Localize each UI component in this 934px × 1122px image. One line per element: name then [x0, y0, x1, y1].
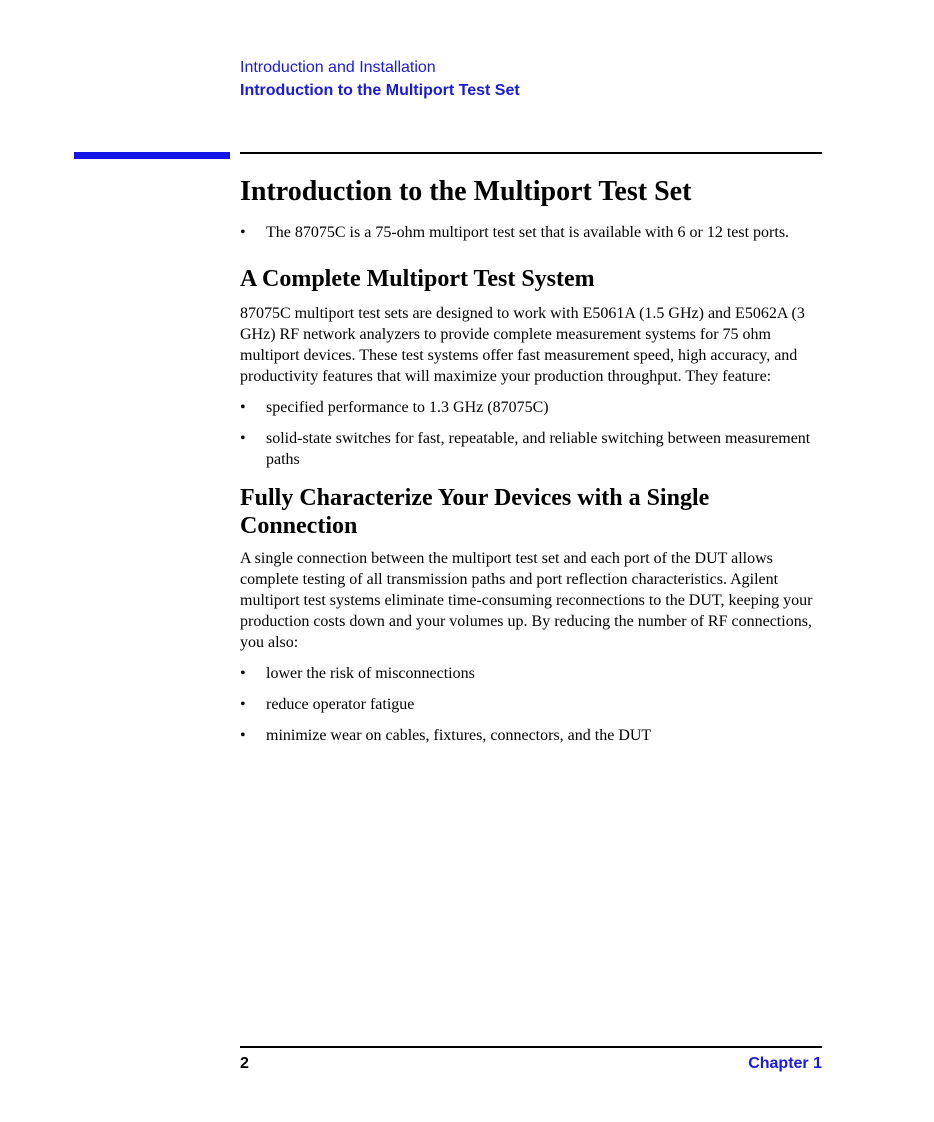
page-title: Introduction to the Multiport Test Set	[240, 176, 692, 207]
page-number: 2	[240, 1055, 249, 1072]
list-item-text: The 87075C is a 75-ohm multiport test set that is available with 6 or 12 test ports.	[266, 224, 790, 241]
list-item	[240, 725, 822, 746]
bullet-icon: •	[240, 696, 246, 713]
system-heading: A Complete Multiport Test System	[240, 266, 595, 292]
accent-bar	[74, 152, 230, 159]
bullet-icon: •	[240, 399, 246, 416]
system-section	[240, 265, 822, 470]
list-item-text: specified performance to 1.3 GHz (87075C)	[266, 399, 549, 416]
connection-heading-line2: Connection	[240, 513, 358, 539]
header-section-title: Introduction to the Multiport Test Set	[240, 82, 520, 99]
bullet-icon: •	[240, 727, 246, 744]
intro-section	[240, 172, 822, 243]
list-item	[240, 222, 822, 243]
connection-heading-line1: Fully Characterize Your Devices with a Single	[240, 485, 710, 511]
list-item-text: minimize wear on cables, fixtures, connectors, and the DUT	[266, 727, 652, 744]
connection-bullet-list	[240, 663, 822, 746]
header-chapter-title: Introduction and Installation	[240, 59, 436, 76]
list-item	[240, 663, 822, 684]
connection-heading	[240, 484, 822, 540]
top-rule	[240, 152, 822, 154]
footer-rule	[240, 1046, 822, 1048]
running-header	[240, 58, 520, 104]
intro-bullet-list	[240, 222, 822, 243]
system-paragraph: 87075C multiport test sets are designed to work with E5061A (1.5 GHz) and E5062A (3 GHz) RF network analyzers to provide complete measurement systems for 75 ohm multiport devices. These test systems offer fast measurement speed, high accuracy, and productivity features that will maximize your production throughput. They feature:	[240, 305, 805, 385]
list-item-text: solid-state switches for fast, repeatable, and reliable switching between measurement paths	[266, 430, 811, 468]
system-bullet-list	[240, 397, 822, 470]
list-item	[240, 397, 822, 418]
list-item	[240, 428, 822, 470]
main-content	[240, 172, 822, 756]
bullet-icon: •	[240, 430, 246, 447]
bullet-icon: •	[240, 665, 246, 682]
connection-section	[240, 484, 822, 746]
footer-chapter-label: Chapter 1	[748, 1055, 822, 1072]
bullet-icon: •	[240, 224, 246, 241]
connection-paragraph: A single connection between the multiport test set and each port of the DUT allows complete testing of all transmission paths and port reflection characteristics. Agilent multiport test systems eliminate time-consuming reconnections to the DUT, keeping your production costs down and your volumes up. By reducing the number of RF connections, you also:	[240, 550, 813, 651]
list-item-text: lower the risk of misconnections	[266, 665, 475, 682]
list-item	[240, 694, 822, 715]
list-item-text: reduce operator fatigue	[266, 696, 415, 713]
